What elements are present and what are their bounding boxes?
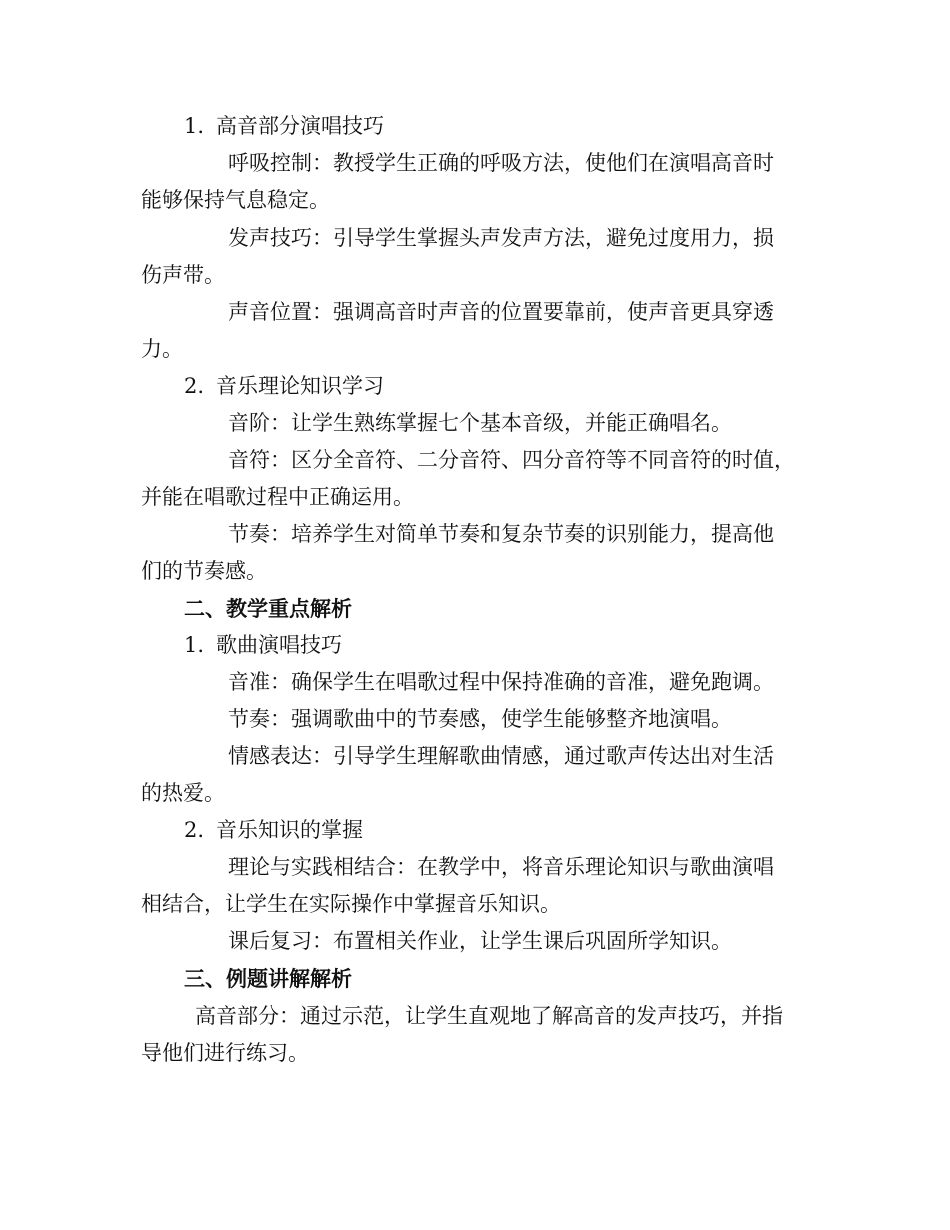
item-title: 音乐理论知识学习 (216, 374, 384, 398)
paragraph-line: 节奏：强调歌曲中的节奏感，使学生能够整齐地演唱。 (228, 707, 732, 731)
paragraph-line: 相结合，让学生在实际操作中掌握音乐知识。 (141, 892, 561, 916)
paragraph-line: 音准：确保学生在唱歌过程中保持准确的音准，避免跑调。 (228, 670, 774, 694)
paragraph-line: 高音部分：通过示范，让学生直观地了解高音的发声技巧，并指 (195, 1004, 783, 1028)
item-number: 1. (184, 633, 205, 657)
item-number: 1. (184, 114, 205, 138)
paragraph-line: 发声技巧：引导学生掌握头声发声方法，避免过度用力，损 (228, 226, 774, 250)
paragraph-line: 能够保持气息稳定。 (141, 188, 330, 212)
item-title: 歌曲演唱技巧 (216, 633, 342, 657)
paragraph-line: 呼吸控制：教授学生正确的呼吸方法，使他们在演唱高音时 (228, 151, 774, 175)
paragraph-line: 声音位置：强调高音时声音的位置要靠前，使声音更具穿透 (228, 300, 774, 324)
item-title: 高音部分演唱技巧 (216, 114, 384, 138)
item-title: 音乐知识的掌握 (216, 818, 363, 842)
item-number: 2. (184, 374, 205, 398)
numbered-heading (184, 627, 854, 664)
paragraph-line: 伤声带。 (141, 263, 225, 287)
numbered-heading (184, 108, 854, 145)
paragraph-line: 音符：区分全音符、二分音符、四分音符等不同音符的时值， (228, 448, 795, 472)
section-heading: 二、教学重点解析 (184, 596, 352, 621)
paragraph-line: 课后复习：布置相关作业，让学生课后巩固所学知识。 (228, 929, 732, 953)
paragraph-line: 并能在唱歌过程中正确运用。 (141, 485, 414, 509)
numbered-heading (184, 812, 854, 849)
item-number: 2. (184, 818, 205, 842)
paragraph-line: 的热爱。 (141, 781, 225, 805)
paragraph-line: 节奏：培养学生对简单节奏和复杂节奏的识别能力，提高他 (228, 522, 774, 546)
section-heading: 三、例题讲解解析 (184, 966, 352, 991)
paragraph-line: 力。 (141, 337, 183, 361)
paragraph-line: 们的节奏感。 (141, 559, 267, 583)
paragraph-line: 理论与实践相结合：在教学中，将音乐理论知识与歌曲演唱 (228, 855, 774, 879)
paragraph-line: 音阶：让学生熟练掌握七个基本音级，并能正确唱名。 (228, 411, 732, 435)
numbered-heading (184, 368, 854, 405)
paragraph-line: 导他们进行练习。 (141, 1041, 309, 1065)
paragraph-line: 情感表达：引导学生理解歌曲情感，通过歌声传达出对生活 (228, 744, 774, 768)
